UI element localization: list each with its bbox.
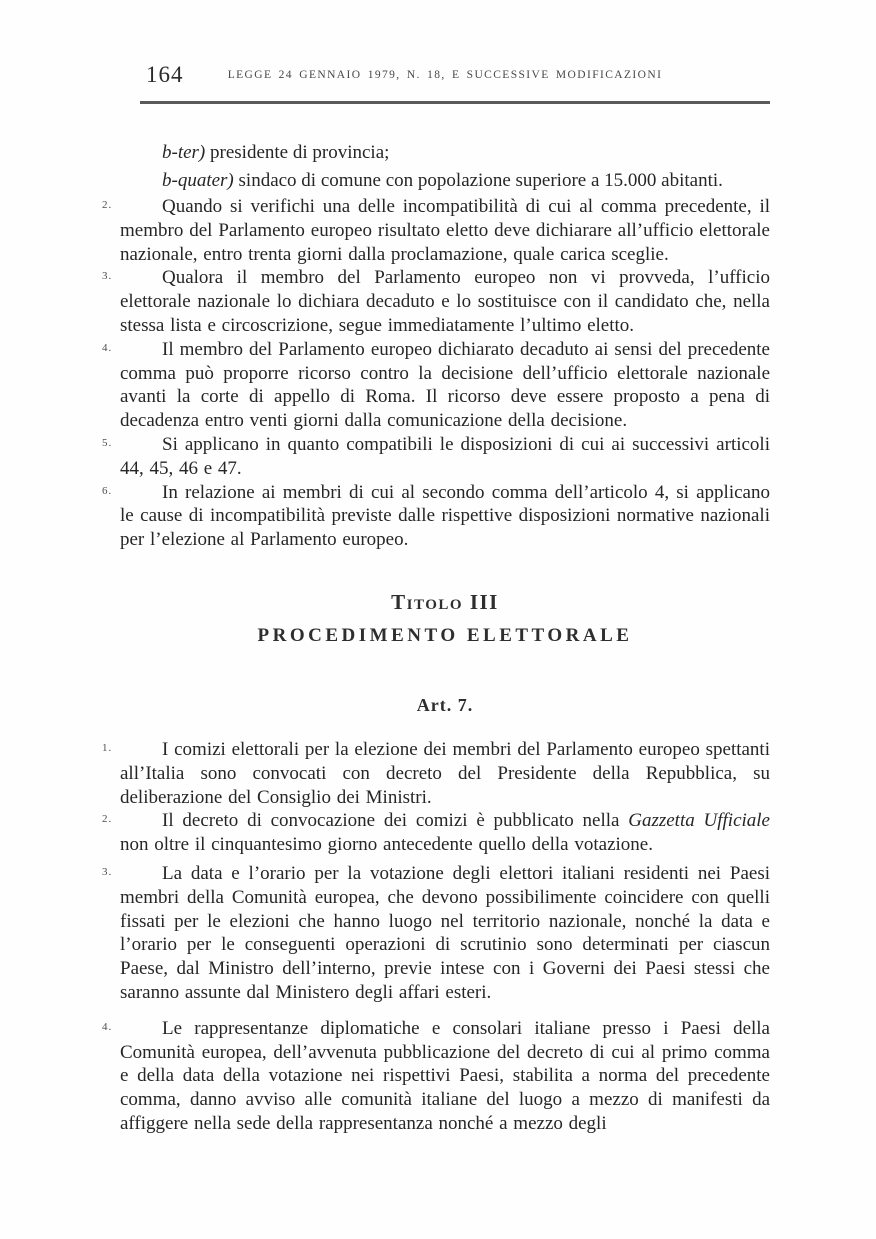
paragraph-text: In relazione ai membri di cui al secondo comma dell’articolo 4, si applicano le cause di incompatibilità previste dalle rispettive disposizioni normative nazionali per l’elezione al Parlamento europeo. bbox=[120, 481, 770, 551]
paragraph-number: 2. bbox=[102, 813, 113, 826]
paragraph-text: Il decreto di convocazione dei comizi è pubblicato nella bbox=[162, 810, 629, 832]
paragraph bbox=[102, 481, 770, 552]
paragraph-text: Quando si verifichi una delle incompatibilità di cui al comma precedente, il membro del Parlamento europeo risultato eletto deve dichiarare all’ufficio elettorale nazionale, entro trenta giorni dalla proclamazione, quale carica sceglie. bbox=[120, 196, 770, 265]
section-kicker: Titolo III bbox=[391, 589, 499, 614]
running-header bbox=[120, 62, 770, 104]
paragraph-number: 3. bbox=[102, 865, 113, 878]
section-title: PROCEDIMENTO ELETTORALE bbox=[257, 624, 633, 646]
paragraph bbox=[102, 433, 770, 481]
list-item-label: b-quater) bbox=[162, 170, 234, 191]
header-rule bbox=[140, 101, 770, 104]
list-item bbox=[120, 139, 770, 167]
list-item-text: presidente di provincia; bbox=[205, 142, 390, 163]
paragraph-number: 5. bbox=[102, 436, 113, 449]
paragraph-number: 6. bbox=[102, 484, 113, 497]
paragraph bbox=[102, 1017, 770, 1136]
paragraph bbox=[102, 338, 770, 433]
paragraph-text: La data e l’orario per la votazione degli elettori italiani residenti nei Paesi membri della Comunità europea, che devono possibilimente coincidere con quelli fissati per le elezioni che hanno luogo nel territorio nazionale, nonché la data e l’orario per le conseguenti operazioni di scrutinio sono determinati per ciascun Paese, dal Ministro dell’interno, previe intese con i Governi dei Paesi stessi che saranno assunte dal Ministero degli affari esteri. bbox=[120, 862, 770, 1003]
running-title: LEGGE 24 GENNAIO 1979, N. 18, E SUCCESSIVE MODIFICAZIONI bbox=[227, 69, 663, 81]
paragraph-text: Il membro del Parlamento europeo dichiarato decaduto ai sensi del precedente comma può proporre ricorso contro la decisione dell’ufficio elettorale nazionale avanti la corte di appello di Roma. Il ricorso deve essere proposto a pena di decadenza entro venti giorni dalla comunicazione della decisione. bbox=[120, 338, 770, 432]
paragraph-text: Le rappresentanze diplomatiche e consolari italiane presso i Paesi della Comunità europea, dell’avvenuta pubblicazione del decreto di cui al primo comma e della data della votazione nei rispettivi Paesi, stabilita a norma del precedente comma, danno avviso alle comunità italiane del luogo a mezzo di manifesti da affiggere nella sede della rappresentanza nonché a mezzo degli bbox=[120, 1017, 770, 1134]
list-item-text: sindaco di comune con popolazione superiore a 15.000 abitanti. bbox=[233, 170, 723, 191]
paragraph bbox=[102, 862, 770, 1005]
article-heading: Art. 7. bbox=[416, 694, 474, 715]
paragraph-text: Si applicano in quanto compatibili le disposizioni di cui ai successivi articoli 44, 45, 46 e 47. bbox=[120, 433, 770, 479]
list-item bbox=[120, 167, 770, 195]
paragraph bbox=[102, 195, 770, 266]
paragraph-number: 1. bbox=[102, 741, 113, 754]
paragraph bbox=[102, 266, 770, 337]
paragraph-text: I comizi elettorali per la elezione dei membri del Parlamento europeo spettanti all’Italia sono convocati con decreto del Presidente della Repubblica, su deliberazione del Consiglio dei Ministri. bbox=[120, 738, 770, 808]
paragraph-number: 3. bbox=[102, 270, 113, 283]
paragraph-number: 4. bbox=[102, 1020, 113, 1033]
paragraph-number: 4. bbox=[102, 341, 113, 354]
page-body bbox=[102, 139, 770, 1136]
paragraph-text: Qualora il membro del Parlamento europeo non vi provveda, l’ufficio elettorale nazionale lo dichiara decaduto e lo sostituisce con il candidato che, nella stessa lista e circoscrizione, segue immediatamente l’ultimo eletto. bbox=[120, 267, 770, 336]
paragraph bbox=[102, 738, 770, 809]
paragraph-text: non oltre il cinquantesimo giorno antecedente quello della votazione. bbox=[120, 834, 653, 856]
paragraph-text-italic: Gazzetta Ufficiale bbox=[628, 810, 770, 832]
page-number: 164 bbox=[146, 62, 184, 87]
paragraph-number: 2. bbox=[102, 199, 113, 211]
paragraph bbox=[102, 809, 770, 857]
list-item-label: b-ter) bbox=[162, 142, 206, 163]
